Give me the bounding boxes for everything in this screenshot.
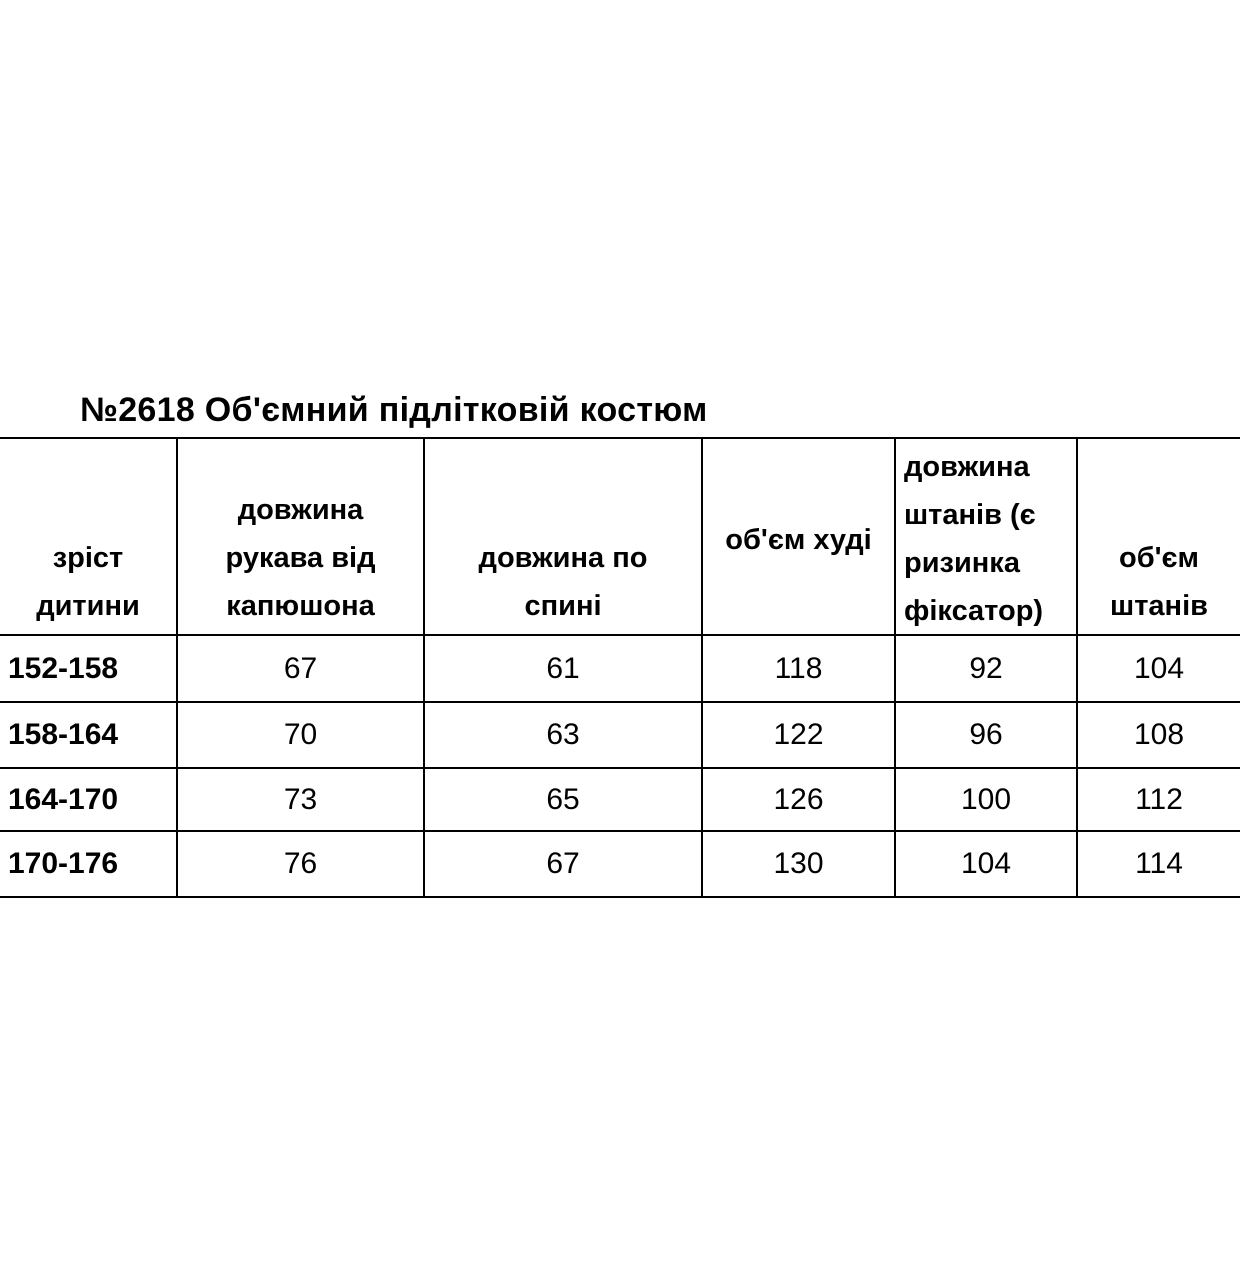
header-hoodie-volume xyxy=(703,437,894,647)
table-cell: 122 xyxy=(773,718,824,751)
table-cell: 114 xyxy=(1135,847,1183,880)
header-label: довжина по спині xyxy=(478,542,648,622)
table-cell: 65 xyxy=(546,782,580,816)
header-back-length xyxy=(425,437,701,634)
table-cell: 112 xyxy=(1135,782,1183,816)
table-row-size-label: 158-164 xyxy=(8,718,119,751)
table-border-bottom xyxy=(0,896,1240,898)
header-label: об'єм штанів xyxy=(1110,542,1208,622)
table-cell: 108 xyxy=(1133,718,1185,751)
page-title: №2618 Об'ємний підлітковій костюм xyxy=(80,391,708,429)
header-label: зріст дитини xyxy=(36,542,140,622)
header-height xyxy=(0,437,176,634)
table-cell: 73 xyxy=(283,782,318,816)
header-sleeve-length xyxy=(178,437,423,634)
table-row-size-label: 164-170 xyxy=(8,782,119,816)
table-cell: 104 xyxy=(1133,651,1185,685)
table-cell: 118 xyxy=(774,651,823,685)
size-table xyxy=(0,437,1240,899)
header-pants-length xyxy=(896,443,1076,634)
header-label: довжина рукава від капюшона xyxy=(225,494,376,622)
header-label: довжина штанів (є ризинка фіксатор) xyxy=(904,451,1044,627)
table-cell: 76 xyxy=(283,847,318,880)
header-label: об'єм худі xyxy=(725,524,872,556)
table-cell: 104 xyxy=(960,847,1012,880)
table-cell: 67 xyxy=(546,847,580,880)
table-cell: 100 xyxy=(960,782,1012,816)
table-cell: 67 xyxy=(283,651,318,685)
table-cell: 70 xyxy=(283,718,318,751)
table-cell: 61 xyxy=(546,651,580,685)
table-row-size-label: 152-158 xyxy=(8,651,119,685)
table-cell: 63 xyxy=(546,718,580,751)
table-cell: 96 xyxy=(969,718,1003,751)
table-cell: 126 xyxy=(773,782,824,816)
table-cell: 92 xyxy=(969,651,1003,685)
header-pants-volume xyxy=(1078,437,1240,634)
table-cell: 130 xyxy=(773,847,824,880)
table-row-size-label: 170-176 xyxy=(8,847,119,880)
